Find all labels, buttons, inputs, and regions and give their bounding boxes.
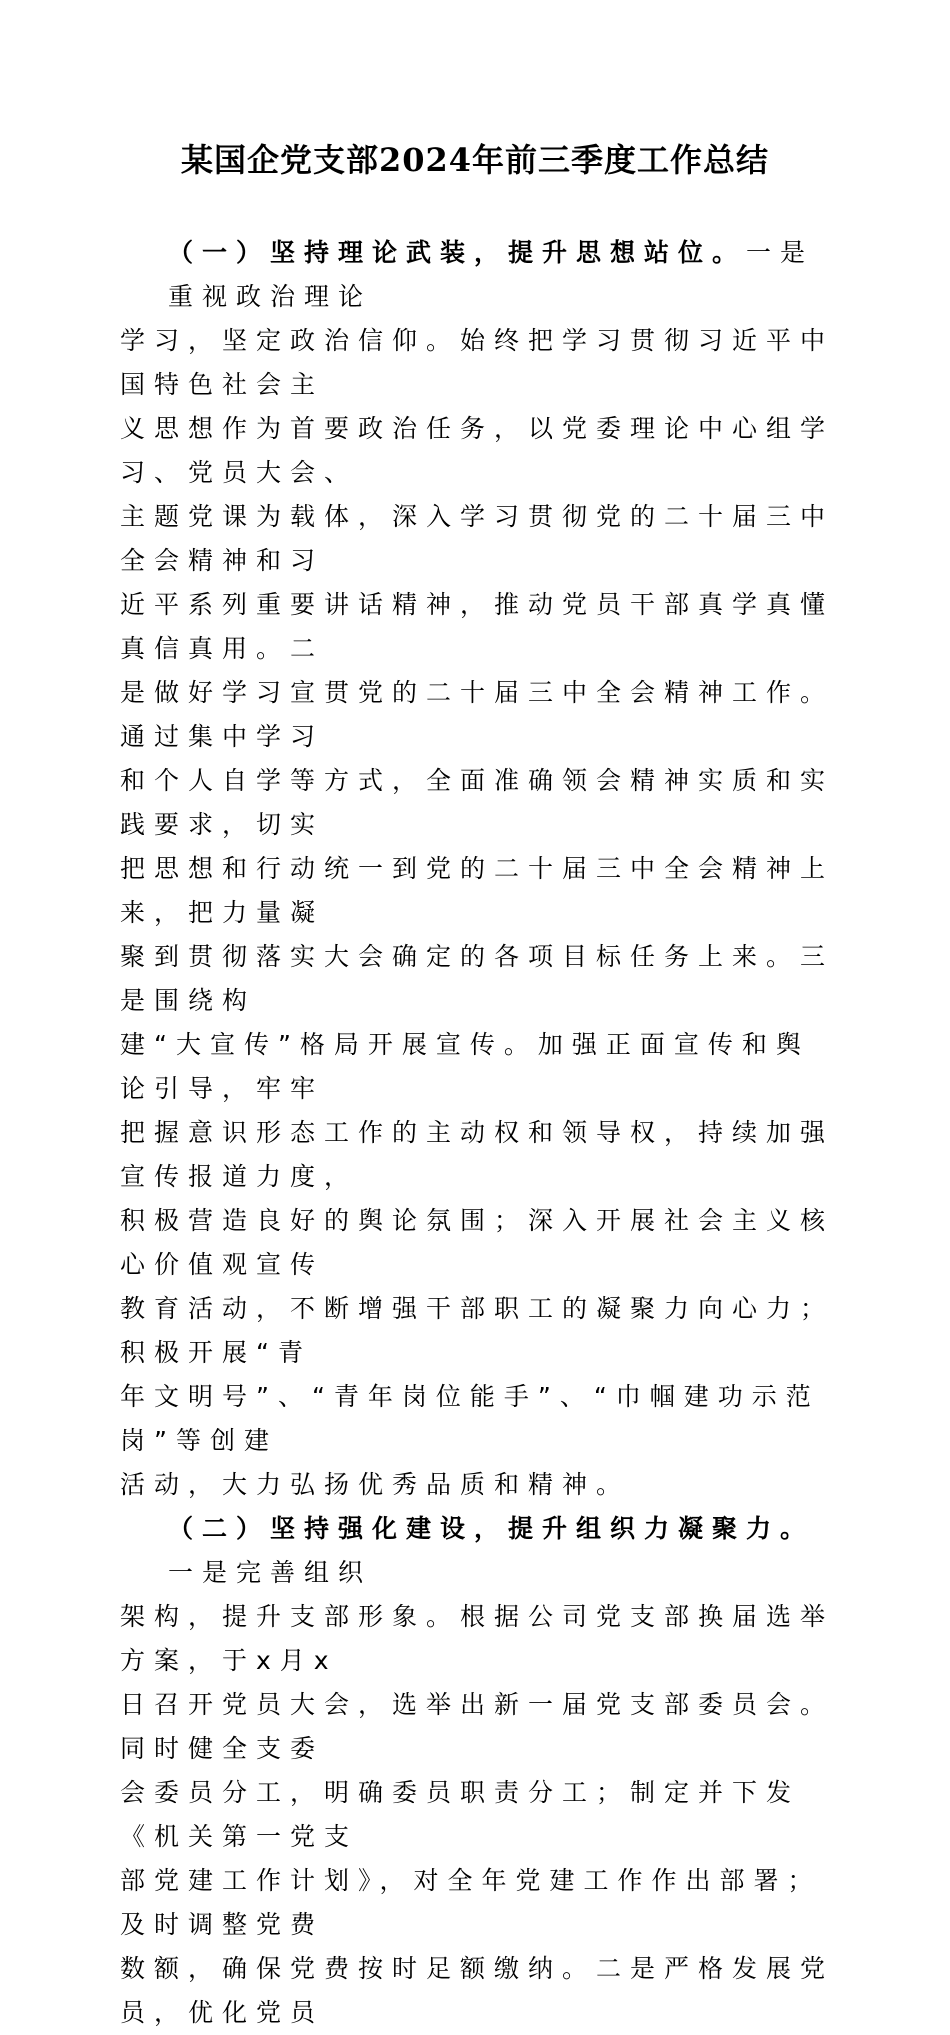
paragraph-line: 会委员分工，明确委员职责分工；制定并下发《机关第一党支 [120, 1778, 801, 1851]
paragraph-line: 把思想和行动统一到党的二十届三中全会精神上来，把力量凝 [120, 854, 835, 927]
paragraph-line: （一）坚持理论武装，提升思想站位。一是重视政治理论 [168, 238, 815, 311]
paragraph-1 [120, 231, 840, 1507]
paragraph-line: 积极营造良好的舆论氛围；深入开展社会主义核心价值观宣传 [120, 1206, 835, 1279]
paragraph-2 [120, 1507, 840, 2035]
paragraph-line: 部党建工作计划》，对全年党建工作作出部署；及时调整党费 [120, 1866, 822, 1939]
paragraph-line: 数额，确保党费按时足额缴纳。二是严格发展党员，优化党员 [120, 1954, 835, 2027]
paragraph-line: 义思想作为首要政治任务，以党委理论中心组学习、党员大会、 [120, 414, 835, 487]
paragraph-line: 活动，大力弘扬优秀品质和精神。 [120, 1470, 631, 1499]
paragraph-line: 近平系列重要讲话精神，推动党员干部真学真懂真信真用。二 [120, 590, 835, 663]
document-body [120, 231, 840, 2035]
paragraph-line: 架构，提升支部形象。根据公司党支部换届选举方案，于x月x [120, 1602, 835, 1675]
paragraph-line: 日召开党员大会，选举出新一届党支部委员会。同时健全支委 [120, 1690, 835, 1763]
paragraph-line: 建“大宣传”格局开展宣传。加强正面宣传和舆论引导，牢牢 [120, 1030, 810, 1103]
paragraph-heading: （一）坚持理论武装，提升思想站位。 [168, 238, 747, 267]
paragraph-heading: （二）坚持强化建设，提升组织力凝聚力。 [168, 1514, 815, 1543]
paragraph-line: 年文明号”、“青年岗位能手”、“巾帼建功示范岗”等创建 [120, 1382, 820, 1455]
paragraph-line: 学习，坚定政治信仰。始终把学习贯彻习近平中国特色社会主 [120, 326, 835, 399]
paragraph-line: 教育活动，不断增强干部职工的凝聚力向心力；积极开展“青 [120, 1294, 835, 1367]
paragraph-line: （二）坚持强化建设，提升组织力凝聚力。一是完善组织 [168, 1514, 815, 1587]
paragraph-line: 聚到贯彻落实大会确定的各项目标任务上来。三是围绕构 [120, 942, 835, 1015]
document-title: 某国企党支部2024年前三季度工作总结 [180, 141, 770, 179]
paragraph-line: 是做好学习宣贯党的二十届三中全会精神工作。通过集中学习 [120, 678, 835, 751]
paragraph-line: 把握意识形态工作的主动权和领导权，持续加强宣传报道力度， [120, 1118, 835, 1191]
paragraph-line: 主题党课为载体，深入学习贯彻党的二十届三中全会精神和习 [120, 502, 835, 575]
paragraph-line: 和个人自学等方式，全面准确领会精神实质和实践要求，切实 [120, 766, 835, 839]
